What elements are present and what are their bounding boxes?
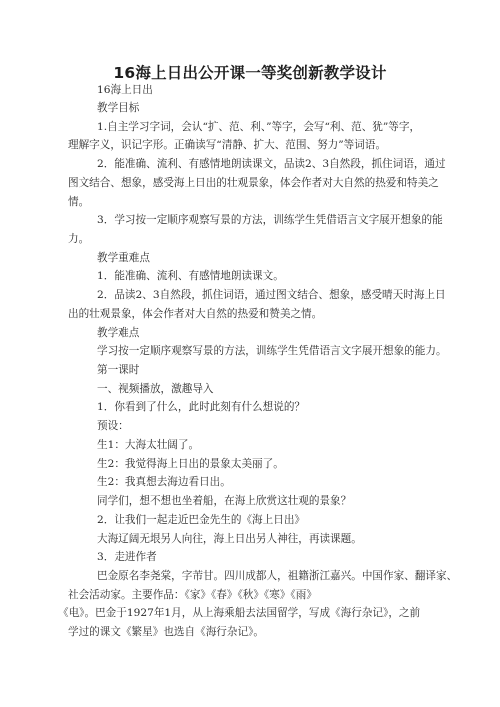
paragraph-line: 2．品读2、3自然段，抓住词语，通过图文结合、想象，感受晴天时海上日: [97, 289, 446, 301]
paragraph-line: 1.自主学习字词，会认“扩、范、利、”等字，会写“利、范、犹”等字，: [97, 121, 421, 133]
section-heading-intro: 一、视频播放，激趣导入: [97, 383, 214, 395]
paragraph-line: 生2：我真想去海边看日出。: [97, 476, 231, 488]
paragraph-line: 力。: [68, 233, 90, 245]
paragraph-line: 学过的课文《繁星》也选自《海行杂记》。: [68, 626, 264, 638]
lesson-heading: 16海上日出: [97, 84, 153, 96]
paragraph-line: 1．能准确、流利、有感情地朗读课文。: [97, 270, 284, 282]
paragraph-line: 《电》。巴金于1927年1月，从上海乘船去法国留学，写成《海行杂记》，之前: [58, 607, 421, 619]
document-title: 16海上日出公开课一等奖创新教学设计: [113, 64, 387, 82]
paragraph-line: 社会活动家。主要作品：《家》《春》《秋》《寒》《雨》: [68, 589, 317, 601]
paragraph-line: 2．让我们一起走近巴金先生的《海上日出》: [97, 514, 306, 526]
paragraph-line: 3．走进作者: [97, 551, 157, 563]
paragraph-line: 理解字义，识记字形。正确读写“清静、扩大、范围、努力”等词语。: [68, 139, 387, 151]
paragraph-line: 图文结合、想象，感受海上日出的壮观景象，体会作者对大自然的热爱和特美之: [68, 177, 439, 189]
paragraph-line: 2．能准确、流利、有感情地朗读课文，品读2、3自然段，抓住词语，通过: [97, 158, 446, 170]
paragraph-line: 3．学习按一定顺序观察写景的方法，训练学生凭借语言文字展开想象的能: [97, 214, 443, 226]
section-heading-first-lesson: 第一课时: [97, 364, 140, 376]
paragraph-line: 巴金原名李尧棠，字芾甘。四川成都人，祖籍浙江嘉兴。中国作家、翻译家、: [97, 570, 458, 582]
paragraph-line: 同学们，想不想也坐着船，在海上欣赏这壮观的景象？: [97, 495, 352, 507]
paragraph-line: 学习按一定顺序观察写景的方法，训练学生凭借语言文字展开想象的能力。: [97, 345, 447, 357]
section-heading-key-points: 教学重难点: [97, 252, 150, 264]
paragraph-line: 生1：大海太壮阔了。: [97, 439, 200, 451]
paragraph-line: 预设：: [97, 420, 129, 432]
paragraph-line: 出的壮观景象，体会作者对大自然的热爱和赞美之情。: [68, 308, 323, 320]
paragraph-line: 1．你看到了什么，此时此刻有什么想说的？: [97, 401, 306, 413]
section-heading-difficulty: 教学难点: [97, 327, 140, 339]
paragraph-line: 生2：我觉得海上日出的景象太美丽了。: [97, 458, 284, 470]
section-heading-goals: 教学目标: [97, 102, 140, 114]
paragraph-line: 情。: [68, 196, 90, 208]
paragraph-line: 大海辽阔无垠另人向往，海上日出另人神往，再读课题。: [97, 533, 362, 545]
